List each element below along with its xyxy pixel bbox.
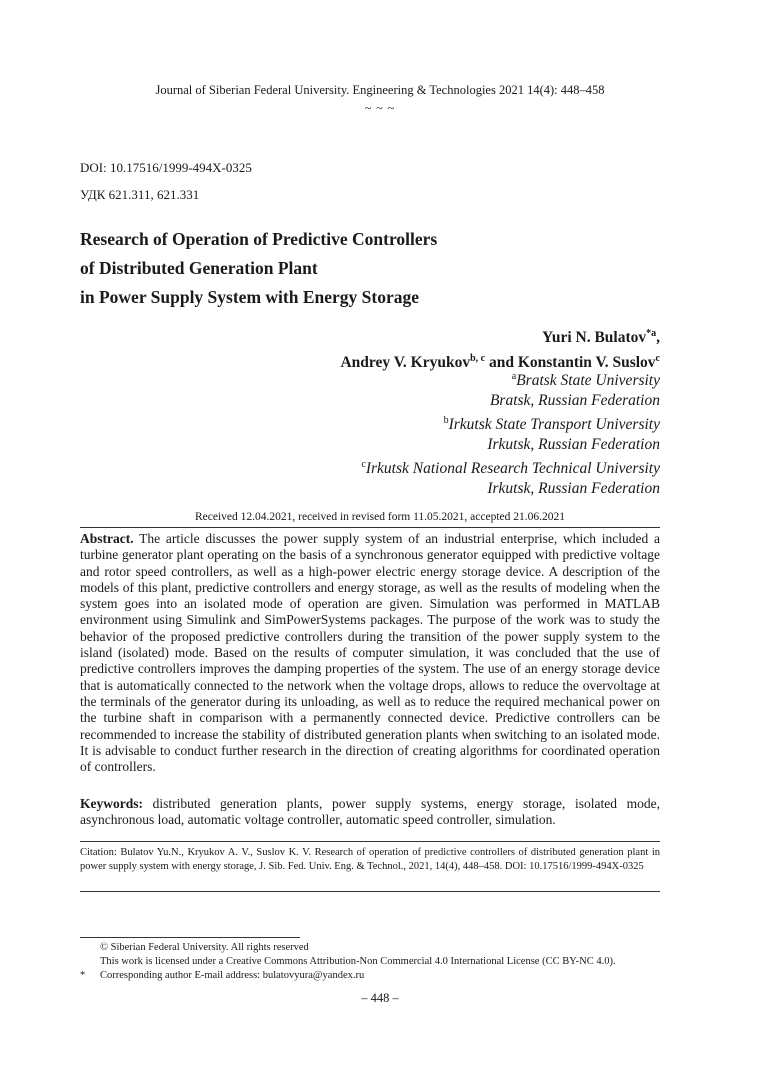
title-line-3: in Power Supply System with Energy Storage <box>80 287 419 307</box>
affil-mark: c <box>361 459 366 471</box>
author-line-1 <box>340 323 660 348</box>
author-name: Yuri N. Bulatov <box>542 329 647 347</box>
received-dates: Received 12.04.2021, received in revised form 11.05.2021, accepted 21.06.2021 <box>194 511 566 523</box>
udk-code: УДК 621.311, 621.331 <box>80 187 200 202</box>
affiliation-city: Bratsk, Russian Federation <box>489 392 660 410</box>
author-name: Andrey V. Kryukov <box>340 354 471 372</box>
affil-mark: b <box>443 415 449 427</box>
journal-header: Journal of Siberian Federal University. Engineering & Technologies 2021 14(4): 448–458 <box>155 83 605 97</box>
footnote-copyright <box>80 941 670 955</box>
corresponding-author-text: Corresponding author E-mail address: bulatovyura@yandex.ru <box>100 970 365 981</box>
copyright-text: © Siberian Federal University. All rights reserved <box>100 942 309 953</box>
affiliation-name <box>361 455 660 479</box>
doi: DOI: 10.17516/1999-494X-0325 <box>80 160 252 175</box>
title-line-1: Research of Operation of Predictive Controllers <box>80 229 438 249</box>
affil-institution: Irkutsk State Transport University <box>448 416 660 434</box>
abstract <box>80 531 660 775</box>
paper-title <box>80 225 680 312</box>
affil-mark: a <box>511 371 517 382</box>
author-separator: , <box>656 329 660 347</box>
license-text: This work is licensed under a Creative Commons Attribution-Non Commercial 4.0 International License (CC BY-NC 4.0). <box>100 956 616 967</box>
title-line-2: of Distributed Generation Plant <box>80 258 318 278</box>
affiliation-city: Irkutsk, Russian Federation <box>487 436 660 454</box>
divider <box>80 841 660 842</box>
header-separator: ~ ~ ~ <box>364 101 396 115</box>
author-affil-mark: c <box>655 353 660 365</box>
footnote-license <box>80 955 670 969</box>
keywords-text: distributed generation plants, power supply systems, energy storage, isolated mode, asynchronous load, automatic voltage controller, automatic speed controller, simulation. <box>80 796 660 828</box>
affiliation-name <box>361 367 660 391</box>
abstract-label: Abstract. <box>80 531 134 546</box>
page-number: – 448 – <box>361 991 399 1005</box>
author-name: Konstantin V. Suslov <box>517 354 656 372</box>
author-conjunction: and <box>485 354 518 372</box>
footnote-mark: * <box>80 970 86 981</box>
author-affil-mark: b, c <box>470 353 486 365</box>
footnote-corresponding <box>80 969 670 983</box>
affiliations <box>361 367 660 499</box>
author-affil-mark: *a <box>646 328 657 339</box>
citation: Citation: Bulatov Yu.N., Kryukov A. V., Suslov K. V. Research of operation of predictive controllers of distributed generation plant in power supply system with energy storage, J. Sib. Fed. Univ. Eng. & Technol., 2021, 14(4), 448–458. DOI: 10.17516/1999-494X-0325 <box>80 847 660 872</box>
affiliation-name <box>361 411 660 435</box>
divider <box>80 891 660 892</box>
author-list <box>340 323 660 373</box>
keywords-label: Keywords: <box>80 796 143 811</box>
affil-institution: Irkutsk National Research Technical University <box>365 460 660 478</box>
keywords <box>80 796 660 829</box>
footnote-divider <box>80 937 300 938</box>
abstract-text: The article discusses the power supply system of an industrial enterprise, which included a turbine generator plant operating on the basis of a synchronous generator equipped with predictive voltage and rotor speed controllers, as well as a high-power electric energy storage device. A description of the models of this plant, predictive controllers and energy storage, as well as the results of modeling when the system goes into an isolated mode of operation are given. Simulation was performed in MATLAB environment using Simulink and SimPowerSystems packages. The purpose of the work was to study the behavior of the proposed predictive controllers during the transition of the power supply system to the island (isolated) mode. Based on the results of computer simulation, it was concluded that the use of predictive controllers improves the damping properties of the system. The use of an energy storage device that is automatically connected to the network when the voltage drops, allows to reduce the overvoltage at the terminals of the generator during its unloading, as well as to reduce the required mechanical power on the turbine shaft in comparison with a permanently connected device. Predictive controllers can be recommended to increase the stability of distributed generation plants when switching to an isolated mode. It is advisable to conduct further research in the direction of creating algorithms for coordinated operation of controllers. <box>80 531 660 775</box>
affil-institution: Bratsk State University <box>516 372 660 390</box>
affiliation-city: Irkutsk, Russian Federation <box>487 480 660 498</box>
divider <box>80 527 660 528</box>
